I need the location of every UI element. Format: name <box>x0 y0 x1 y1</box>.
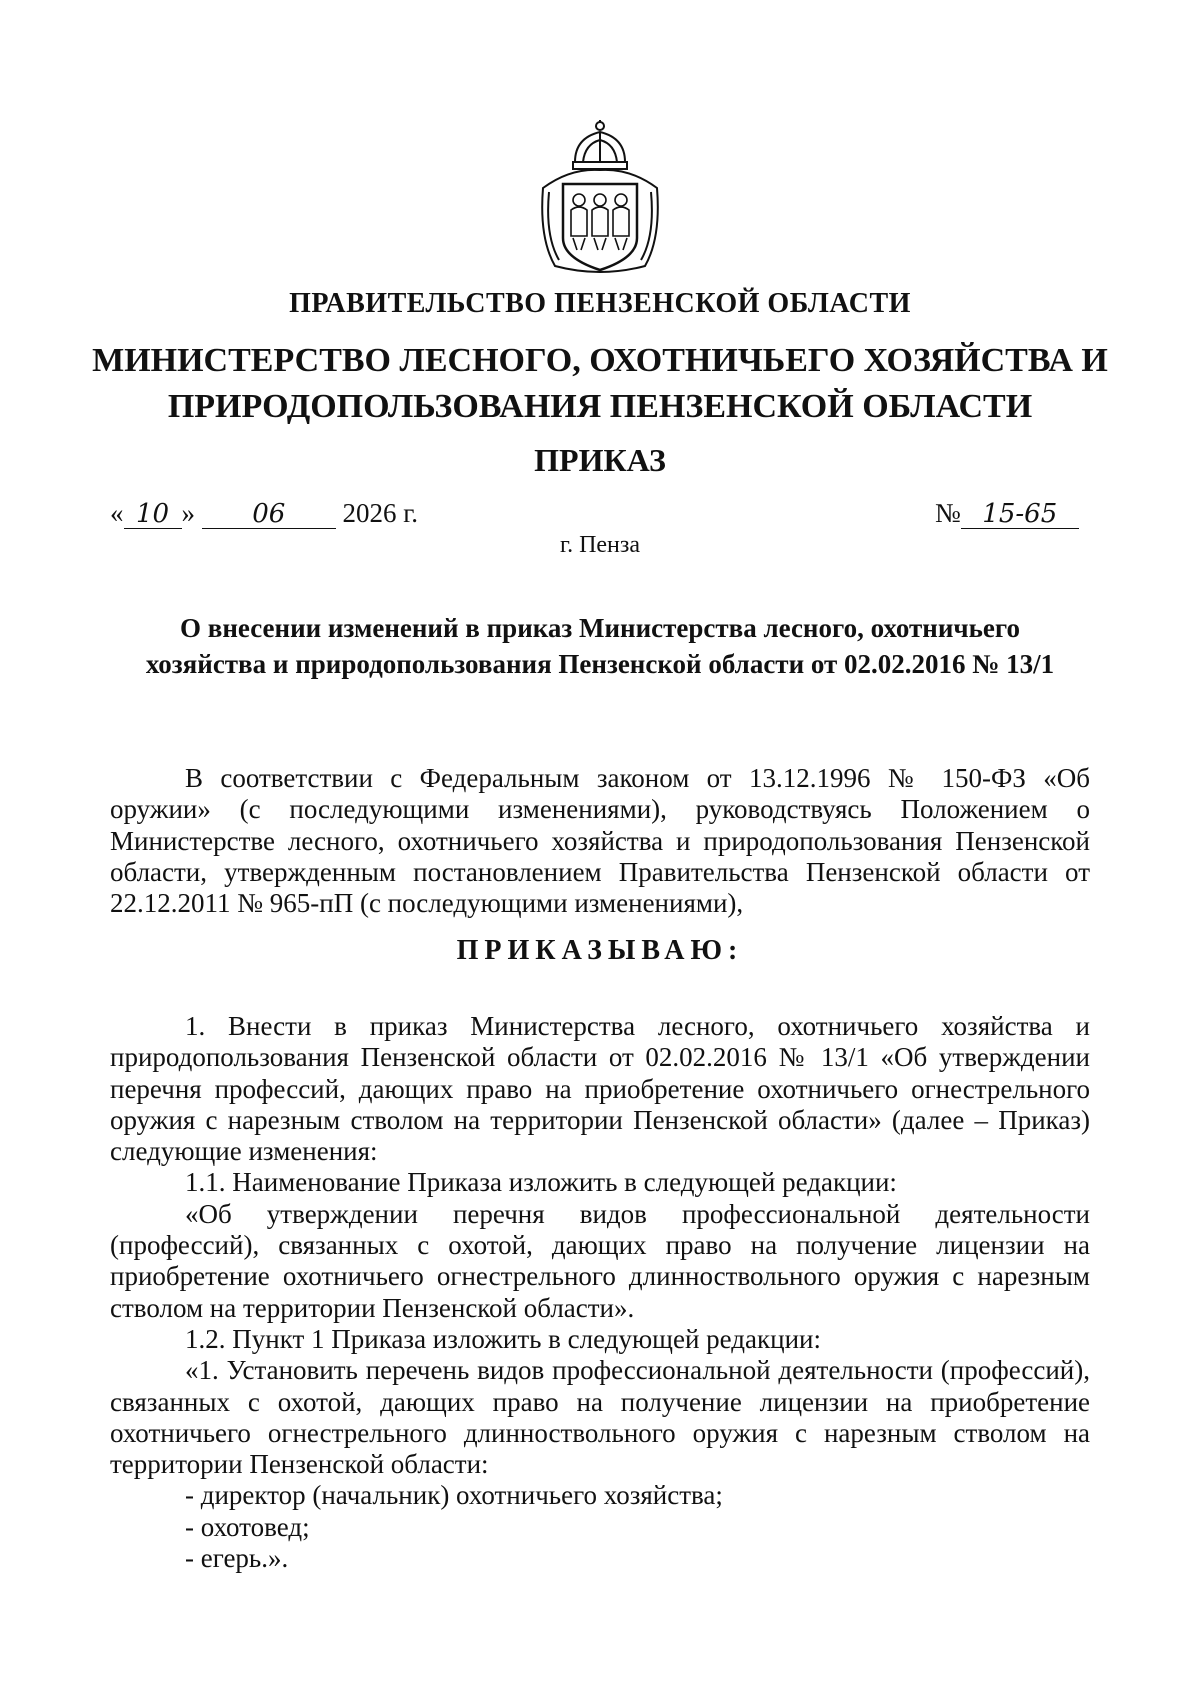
coat-of-arms-icon <box>535 118 665 276</box>
document-type: ПРИКАЗ <box>534 442 666 478</box>
preamble-text: В соответствии с Федеральным законом от 13.12.1996 № 150-ФЗ «Об оружии» (с последующими изменениями), руководствуясь Положением о Министерстве лесного, охотничьего хозяйства и природопользования Пензенской области, утвержденным постановлением Правительства Пензенской области от 22.12.2011 № 965-пП (с последующими изменениями), <box>110 763 1090 919</box>
order-items <box>110 1011 1090 1574</box>
list-item: - егерь.». <box>185 1543 289 1574</box>
ministry-name-line-2: ПРИРОДОПОЛЬЗОВАНИЯ ПЕНЗЕНСКОЙ ОБЛАСТИ <box>167 388 1033 425</box>
order-number <box>935 498 1079 529</box>
item-1: 1. Внести в приказ Министерства лесного, охотничьего хозяйства и природопользования Пензенской области от 02.02.2016 № 13/1 «Об утверждении перечня профессий, дающих право на приобретение охотничьего огнестрельного оружия с нарезным стволом на территории Пензенской области» (далее – Приказ) следующие изменения: <box>110 1011 1090 1167</box>
number-value: 15-65 <box>961 500 1079 529</box>
ministry-name <box>0 338 1200 430</box>
government-name: ПРАВИТЕЛЬСТВО ПЕНЗЕНСКОЙ ОБЛАСТИ <box>289 288 911 319</box>
directive-heading: ПРИКАЗЫВАЮ: <box>456 935 744 966</box>
date-year: 2026 г. <box>342 498 419 528</box>
list-item: - директор (начальник) охотничьего хозяйства; <box>185 1480 723 1511</box>
item-1-2-text: «1. Установить перечень видов профессиональной деятельности (профессий), связанных с охотой, дающих право на получение лицензии на приобретение охотничьего огнестрельного длинноствольного оружия с нарезным стволом на территории Пензенской области: <box>110 1355 1090 1480</box>
date-quote-open: « <box>110 498 124 528</box>
city: г. Пенза <box>559 532 641 558</box>
order-date <box>110 498 418 529</box>
date-day: 10 <box>124 500 182 529</box>
item-1-1: 1.1. Наименование Приказа изложить в следующей редакции: <box>185 1167 897 1198</box>
list-item: - охотовед; <box>185 1511 310 1542</box>
number-label: № <box>935 498 961 528</box>
date-month: 06 <box>202 500 336 529</box>
preamble <box>110 763 1090 919</box>
subject-line-2: хозяйства и природопользования Пензенской области от 02.02.2016 № 13/1 <box>145 649 1055 679</box>
item-1-2: 1.2. Пункт 1 Приказа изложить в следующей редакции: <box>185 1323 821 1354</box>
order-subject <box>125 610 1075 682</box>
subject-line-1: О внесении изменений в приказ Министерства лесного, охотничьего <box>180 613 1020 643</box>
date-quote-close: » <box>181 498 195 528</box>
item-1-1-text: «Об утверждении перечня видов профессиональной деятельности (профессий), связанных с охотой, дающих право на получение лицензии на приобретение охотничьего огнестрельного длинноствольного оружия с нарезным стволом на территории Пензенской области». <box>110 1198 1090 1323</box>
ministry-name-line-1: МИНИСТЕРСТВО ЛЕСНОГО, ОХОТНИЧЬЕГО ХОЗЯЙСТВА И <box>92 342 1108 379</box>
